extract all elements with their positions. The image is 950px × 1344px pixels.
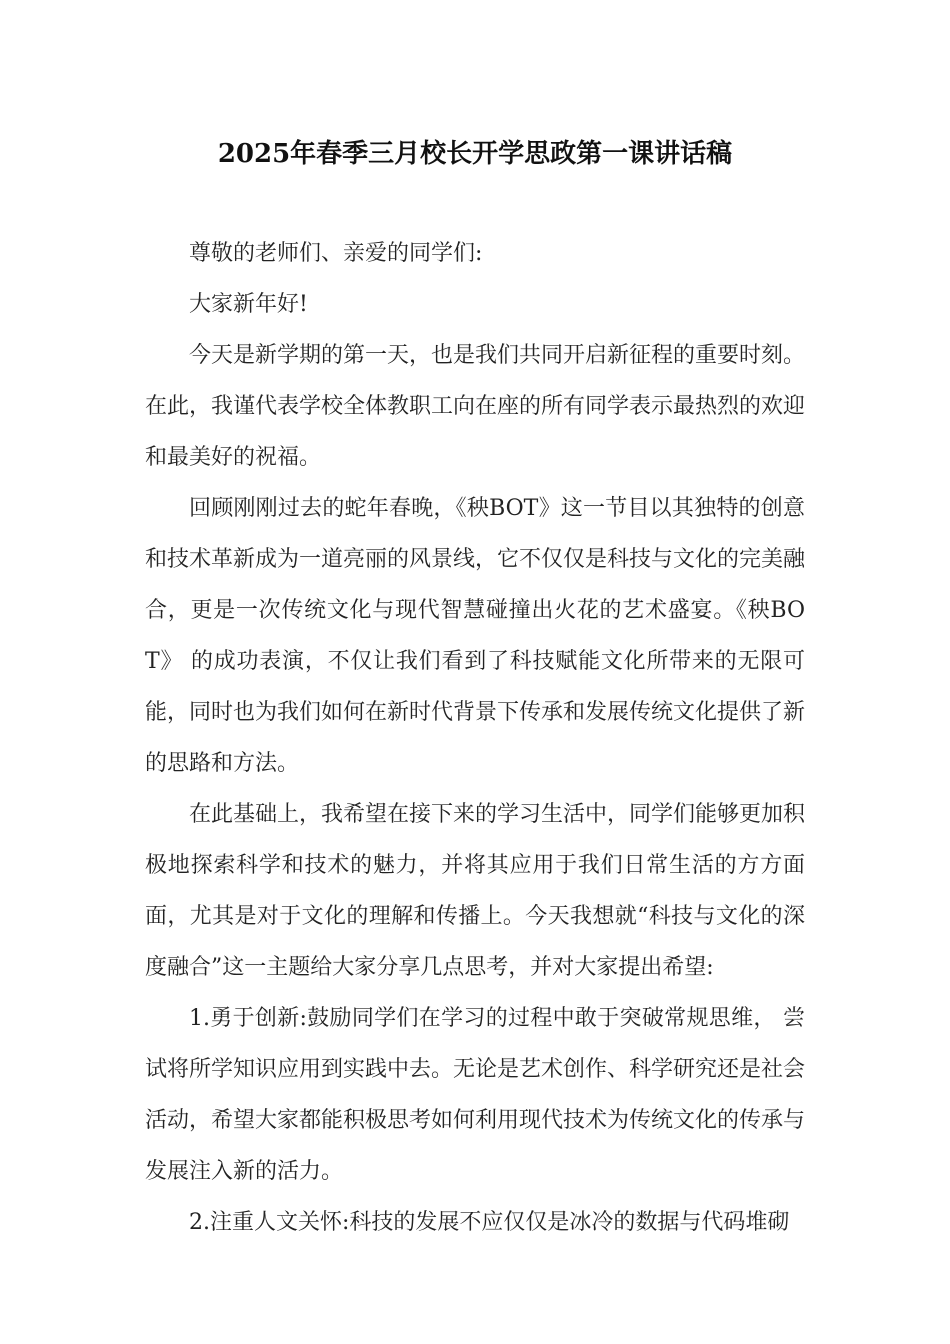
document-body — [145, 228, 805, 1248]
paragraph-point-2: 2.注重人文关怀:科技的发展不应仅仅是冰冷的数据与代码堆砌 — [189, 1210, 790, 1235]
paragraph-point-1: 1.勇于创新:鼓励同学们在学习的过程中敢于突破常规思维， 尝试将所学知识应用到实践中去。无论是艺术创作、科学研究还是社会活动，希望大家都能积极思考如何利用现代技术为传统文化的传承与发展注入新的活力。 — [145, 1006, 806, 1184]
paragraph-opening: 今天是新学期的第一天，也是我们共同开启新征程的重要时刻。在此，我谨代表学校全体教职工向在座的所有同学表示最热烈的欢迎和最美好的祝福。 — [145, 343, 806, 470]
paragraph-hope: 在此基础上，我希望在接下来的学习生活中，同学们能够更加积极地探索科学和技术的魅力，并将其应用于我们日常生活的方方面面，尤其是对于文化的理解和传播上。今天我想就“科技与文化的深度融合”这一主题给大家分享几点思考，并对大家提出希望: — [145, 802, 806, 980]
document-title: 2025年春季三月校长开学思政第一课讲话稿 — [217, 139, 733, 169]
paragraph-greeting: 大家新年好! — [189, 292, 308, 317]
paragraph-salutation: 尊敬的老师们、亲爱的同学们: — [189, 241, 483, 266]
paragraph-review: 回顾刚刚过去的蛇年春晚，《秧BOT》这一节目以其独特的创意和技术革新成为一道亮丽的风景线，它不仅仅是科技与文化的完美融合，更是一次传统文化与现代智慧碰撞出火花的艺术盛宴。《秧BOT》 的成功表演，不仅让我们看到了科技赋能文化所带来的无限可能，同时也为我们如何在新时代背景下传承和发展传统文化提供了新的思路和方法。 — [145, 496, 806, 776]
